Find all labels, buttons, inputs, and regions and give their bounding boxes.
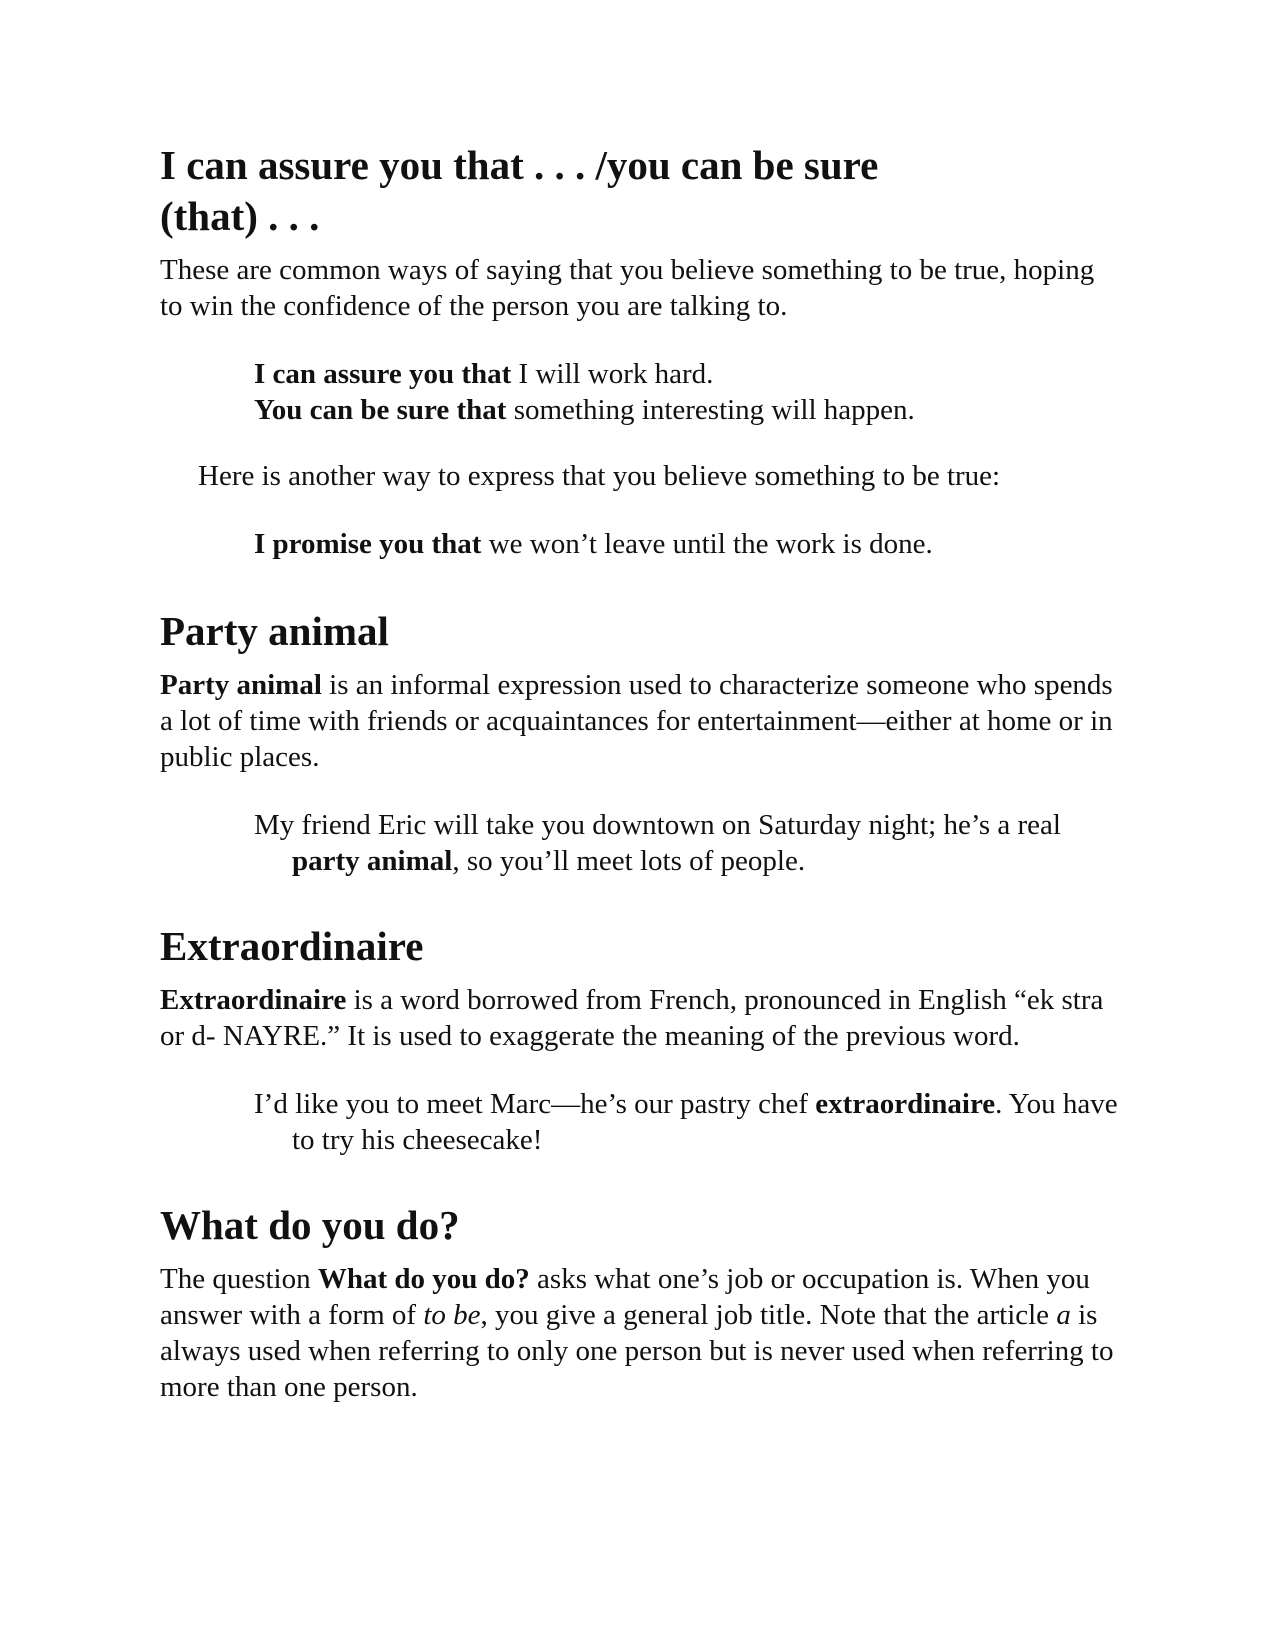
term: Party animal [160, 669, 322, 701]
italic-term: a [1056, 1299, 1071, 1331]
definition: is a word borrowed from French, pronounced in English “ek stra or d- NAYRE.” It is used to exaggerate the meaning of the previous word. [160, 984, 1104, 1052]
section-body [160, 982, 1120, 1054]
example-text: My friend Eric will take you downtown on Saturday night; he’s a real [254, 809, 1061, 841]
section-extraordinaire [160, 921, 1120, 1158]
example-block [254, 526, 1120, 562]
section-body [160, 1261, 1120, 1405]
section-heading: Extraordinaire [160, 923, 424, 969]
example-text: we won’t leave until the work is done. [481, 528, 933, 560]
body-text: , you give a general job title. Note that the article [480, 1299, 1057, 1331]
term: Extraordinaire [160, 984, 347, 1016]
definition: is an informal expression used to characterize someone who spends a lot of time with friends or acquaintances for entertainment—either at home or in public places. [160, 669, 1113, 773]
example-line [254, 356, 1120, 392]
section-note: Here is another way to express that you believe something to be true: [198, 460, 1001, 492]
section-assure [160, 140, 1120, 562]
example-phrase: You can be sure that [254, 394, 507, 426]
example-text: I’d like you to meet Marc—he’s our pastry chef [254, 1088, 816, 1120]
example-phrase: I can assure you that [254, 358, 512, 390]
section-what-do-you-do [160, 1200, 1120, 1405]
example-phrase: party animal [292, 845, 453, 877]
section-party-animal [160, 606, 1120, 879]
body-text: is always used when referring to only one person but is never used when referring to more than one person. [160, 1299, 1114, 1403]
body-text: asks what one’s job or occupation is. When you answer with a form of [160, 1263, 1090, 1331]
example-block [254, 356, 1120, 428]
document-page [160, 140, 1120, 1447]
example-text: I will work hard. [511, 358, 714, 390]
italic-term: to be [423, 1299, 481, 1331]
example-sentence [254, 1086, 1132, 1158]
section-heading: What do you do? [160, 1202, 460, 1248]
section-heading: Party animal [160, 608, 389, 654]
example-phrase: I promise you that [254, 528, 482, 560]
example-line [254, 392, 1120, 428]
example-phrase: extraordinaire [815, 1088, 996, 1120]
example-text: . You have to try his cheesecake! [292, 1088, 1118, 1156]
example-line [254, 526, 1120, 562]
section-body: These are common ways of saying that you believe something to be true, hoping to win the confidence of the person you are talking to. [160, 254, 1095, 322]
example-sentence [254, 807, 1132, 879]
example-text: something interesting will happen. [506, 394, 915, 426]
body-text: The question [160, 1263, 318, 1295]
example-text: , so you’ll meet lots of people. [452, 845, 806, 877]
section-body [160, 667, 1120, 775]
term: What do you do? [317, 1263, 530, 1295]
section-heading: I can assure you that . . . /you can be sure (that) . . . [160, 142, 879, 239]
